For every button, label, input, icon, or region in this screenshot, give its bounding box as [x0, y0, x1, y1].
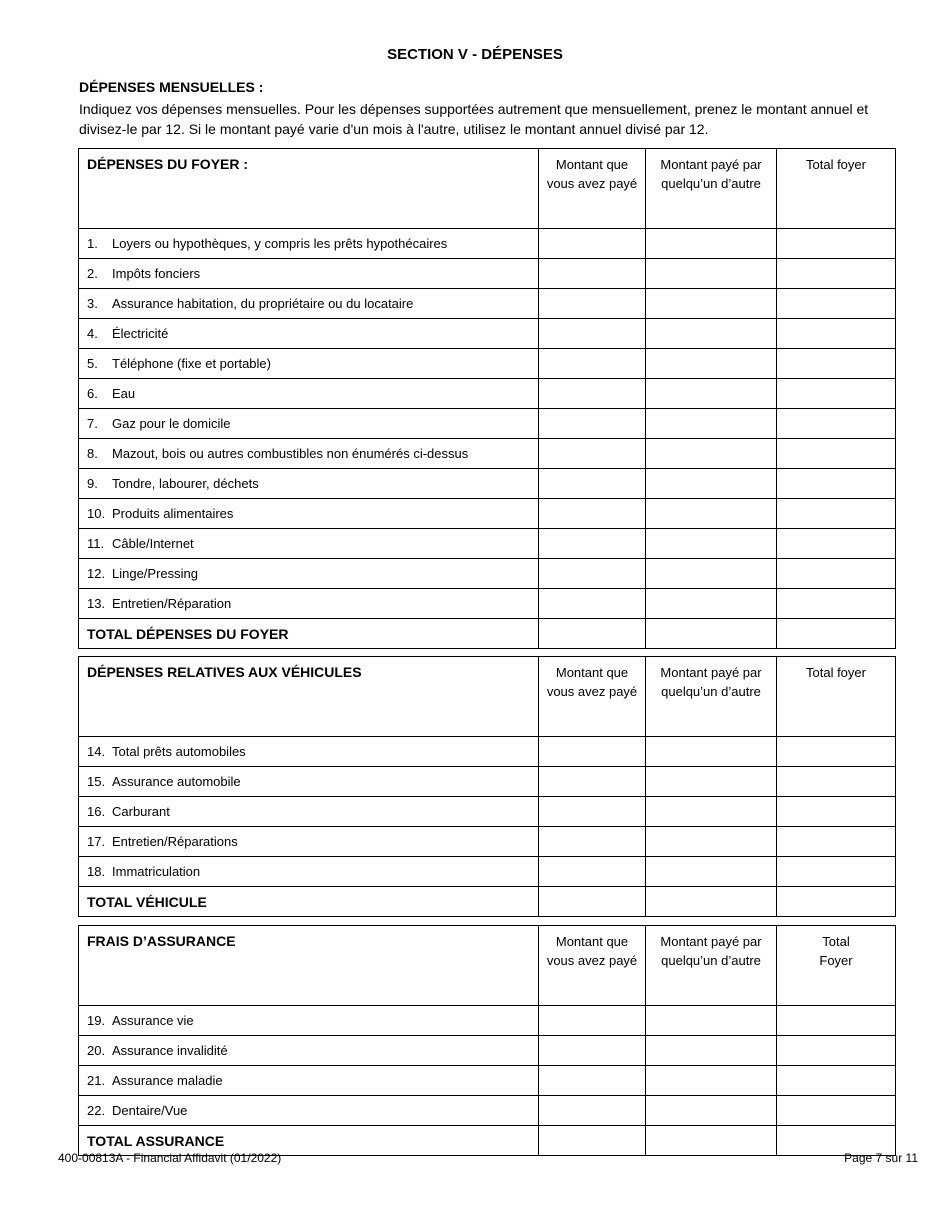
item-number: 15.	[87, 774, 106, 789]
item-label: Linge/Pressing	[112, 566, 198, 581]
vehicle-expenses-table	[78, 656, 896, 917]
household-total-field[interactable]	[777, 259, 896, 289]
item-number: 10.	[87, 506, 106, 521]
item-label: Assurance habitation, du propriétaire ou du locataire	[112, 296, 414, 311]
page-number: Page 7 sur 11	[844, 1151, 918, 1165]
amount-paid-by-other-field[interactable]	[646, 349, 777, 379]
amount-paid-by-you-field[interactable]	[539, 349, 646, 379]
item-label: Total prêts automobiles	[112, 744, 246, 759]
col-total	[777, 926, 896, 1006]
col-total-line2: Foyer	[819, 953, 853, 968]
total-paid-by-you-field[interactable]	[539, 1126, 646, 1156]
expense-label	[79, 1096, 539, 1126]
amount-paid-by-you-field[interactable]	[539, 319, 646, 349]
amount-paid-by-other-field[interactable]	[646, 439, 777, 469]
table-row	[79, 737, 896, 767]
item-label: Électricité	[112, 326, 169, 341]
item-number: 22.	[87, 1103, 106, 1118]
expense-label	[79, 1006, 539, 1036]
expense-label	[79, 737, 539, 767]
amount-paid-by-you-field[interactable]	[539, 499, 646, 529]
household-total-field[interactable]	[777, 1066, 896, 1096]
item-label: Carburant	[112, 804, 170, 819]
item-number: 12.	[87, 566, 106, 581]
item-number: 19.	[87, 1013, 106, 1028]
household-total-field[interactable]	[777, 289, 896, 319]
total-row	[79, 887, 896, 917]
amount-paid-by-you-field[interactable]	[539, 379, 646, 409]
table-row	[79, 857, 896, 887]
household-total-field[interactable]	[777, 857, 896, 887]
total-paid-by-you-field[interactable]	[539, 887, 646, 917]
grand-total-field[interactable]	[777, 619, 896, 649]
amount-paid-by-other-field[interactable]	[646, 499, 777, 529]
table-row	[79, 589, 896, 619]
item-number: 18.	[87, 864, 106, 879]
col-total: Total foyer	[777, 657, 896, 737]
col-paid-by-you: Montant que vous avez payé	[539, 149, 646, 229]
household-heading: DÉPENSES DU FOYER :	[79, 149, 539, 229]
item-label: Impôts fonciers	[112, 266, 201, 281]
table-row	[79, 439, 896, 469]
item-number: 13.	[87, 596, 106, 611]
household-total-field[interactable]	[777, 797, 896, 827]
household-total-field[interactable]	[777, 1036, 896, 1066]
item-label: Entretien/Réparations	[112, 834, 238, 849]
expense-label	[79, 767, 539, 797]
col-total: Total foyer	[777, 149, 896, 229]
expense-label	[79, 379, 539, 409]
amount-paid-by-you-field[interactable]	[539, 1096, 646, 1126]
expense-label	[79, 409, 539, 439]
item-label: Entretien/Réparation	[112, 596, 232, 611]
item-number: 5.	[87, 356, 98, 371]
item-number: 17.	[87, 834, 106, 849]
item-label: Assurance automobile	[112, 774, 241, 789]
item-number: 16.	[87, 804, 106, 819]
col-paid-by-you: Montant que vous avez payé	[539, 926, 646, 1006]
col-paid-by-other: Montant payé par quelqu’un d’autre	[646, 926, 777, 1006]
amount-paid-by-you-field[interactable]	[539, 259, 646, 289]
amount-paid-by-other-field[interactable]	[646, 857, 777, 887]
amount-paid-by-you-field[interactable]	[539, 439, 646, 469]
amount-paid-by-other-field[interactable]	[646, 767, 777, 797]
expense-label	[79, 1036, 539, 1066]
table-row	[79, 259, 896, 289]
item-number: 21.	[87, 1073, 106, 1088]
amount-paid-by-you-field[interactable]	[539, 827, 646, 857]
total-label: TOTAL ASSURANCE	[79, 1126, 539, 1156]
expense-label	[79, 559, 539, 589]
amount-paid-by-other-field[interactable]	[646, 1006, 777, 1036]
amount-paid-by-other-field[interactable]	[646, 1096, 777, 1126]
table-row	[79, 529, 896, 559]
item-label: Assurance maladie	[112, 1073, 223, 1088]
expense-label	[79, 529, 539, 559]
amount-paid-by-you-field[interactable]	[539, 1036, 646, 1066]
table-row	[79, 1066, 896, 1096]
item-number: 8.	[87, 446, 98, 461]
table-row	[79, 229, 896, 259]
amount-paid-by-you-field[interactable]	[539, 559, 646, 589]
vehicle-heading: DÉPENSES RELATIVES AUX VÉHICULES	[79, 657, 539, 737]
form-id: 400-00813A - Financial Affidavit (01/2022)	[58, 1151, 282, 1165]
amount-paid-by-other-field[interactable]	[646, 319, 777, 349]
amount-paid-by-other-field[interactable]	[646, 589, 777, 619]
item-label: Immatriculation	[112, 864, 201, 879]
amount-paid-by-other-field[interactable]	[646, 797, 777, 827]
item-label: Téléphone (fixe et portable)	[112, 356, 271, 371]
amount-paid-by-you-field[interactable]	[539, 1006, 646, 1036]
household-total-field[interactable]	[777, 439, 896, 469]
household-total-field[interactable]	[777, 767, 896, 797]
insurance-expenses-table	[78, 925, 896, 1156]
table-row	[79, 827, 896, 857]
item-number: 9.	[87, 476, 98, 491]
col-paid-by-you: Montant que vous avez payé	[539, 657, 646, 737]
table-row	[79, 797, 896, 827]
household-total-field[interactable]	[777, 349, 896, 379]
amount-paid-by-other-field[interactable]	[646, 409, 777, 439]
item-number: 1.	[87, 236, 98, 251]
expense-label	[79, 589, 539, 619]
household-total-field[interactable]	[777, 229, 896, 259]
item-number: 11.	[87, 536, 105, 551]
item-number: 4.	[87, 326, 98, 341]
table-row	[79, 289, 896, 319]
total-paid-by-you-field[interactable]	[539, 619, 646, 649]
amount-paid-by-you-field[interactable]	[539, 857, 646, 887]
amount-paid-by-you-field[interactable]	[539, 469, 646, 499]
amount-paid-by-other-field[interactable]	[646, 1066, 777, 1096]
item-label: Mazout, bois ou autres combustibles non énumérés ci-dessus	[112, 446, 469, 461]
household-total-field[interactable]	[777, 827, 896, 857]
item-number: 7.	[87, 416, 98, 431]
table-row	[79, 319, 896, 349]
table-row	[79, 559, 896, 589]
household-total-field[interactable]	[777, 379, 896, 409]
expense-label	[79, 469, 539, 499]
table-row	[79, 1006, 896, 1036]
amount-paid-by-you-field[interactable]	[539, 289, 646, 319]
table-row	[79, 409, 896, 439]
table-row	[79, 379, 896, 409]
expense-label	[79, 229, 539, 259]
col-paid-by-other: Montant payé par quelqu’un d’autre	[646, 657, 777, 737]
amount-paid-by-you-field[interactable]	[539, 737, 646, 767]
item-label: Tondre, labourer, déchets	[112, 476, 259, 491]
household-total-field[interactable]	[777, 409, 896, 439]
table-row	[79, 1096, 896, 1126]
item-label: Câble/Internet	[112, 536, 194, 551]
total-paid-by-other-field[interactable]	[646, 619, 777, 649]
household-total-field[interactable]	[777, 469, 896, 499]
grand-total-field[interactable]	[777, 887, 896, 917]
amount-paid-by-other-field[interactable]	[646, 259, 777, 289]
table-row	[79, 499, 896, 529]
amount-paid-by-other-field[interactable]	[646, 289, 777, 319]
amount-paid-by-other-field[interactable]	[646, 529, 777, 559]
item-label: Eau	[112, 386, 136, 401]
expense-label	[79, 1066, 539, 1096]
household-total-field[interactable]	[777, 559, 896, 589]
amount-paid-by-other-field[interactable]	[646, 229, 777, 259]
item-number: 14.	[87, 744, 106, 759]
amount-paid-by-you-field[interactable]	[539, 529, 646, 559]
total-row	[79, 619, 896, 649]
item-label: Assurance invalidité	[112, 1043, 228, 1058]
expense-label	[79, 797, 539, 827]
amount-paid-by-other-field[interactable]	[646, 469, 777, 499]
item-label: Assurance vie	[112, 1013, 194, 1028]
item-label: Dentaire/Vue	[112, 1103, 188, 1118]
item-label: Loyers ou hypothèques, y compris les prêts hypothécaires	[112, 236, 448, 251]
amount-paid-by-you-field[interactable]	[539, 409, 646, 439]
amount-paid-by-you-field[interactable]	[539, 797, 646, 827]
amount-paid-by-other-field[interactable]	[646, 737, 777, 767]
page-title: SECTION V - DÉPENSES	[387, 46, 563, 63]
expense-label	[79, 259, 539, 289]
amount-paid-by-other-field[interactable]	[646, 1036, 777, 1066]
expense-label	[79, 827, 539, 857]
expense-label	[79, 319, 539, 349]
household-total-field[interactable]	[777, 319, 896, 349]
total-paid-by-other-field[interactable]	[646, 887, 777, 917]
item-label: Gaz pour le domicile	[112, 416, 231, 431]
insurance-heading: FRAIS D’ASSURANCE	[79, 926, 539, 1006]
amount-paid-by-you-field[interactable]	[539, 229, 646, 259]
table-row	[79, 349, 896, 379]
expense-label	[79, 499, 539, 529]
amount-paid-by-other-field[interactable]	[646, 559, 777, 589]
total-paid-by-other-field[interactable]	[646, 1126, 777, 1156]
household-expenses-table	[78, 148, 896, 649]
amount-paid-by-you-field[interactable]	[539, 1066, 646, 1096]
amount-paid-by-other-field[interactable]	[646, 827, 777, 857]
total-label: TOTAL VÉHICULE	[79, 887, 539, 917]
table-row	[79, 469, 896, 499]
amount-paid-by-other-field[interactable]	[646, 379, 777, 409]
expense-label	[79, 349, 539, 379]
item-number: 2.	[87, 266, 98, 281]
household-total-field[interactable]	[777, 529, 896, 559]
table-row	[79, 1036, 896, 1066]
item-number: 3.	[87, 296, 98, 311]
expense-label	[79, 857, 539, 887]
col-paid-by-other: Montant payé par quelqu’un d’autre	[646, 149, 777, 229]
expense-label	[79, 439, 539, 469]
household-total-field[interactable]	[777, 499, 896, 529]
item-number: 20.	[87, 1043, 106, 1058]
item-number: 6.	[87, 386, 98, 401]
total-label: TOTAL DÉPENSES DU FOYER	[79, 619, 539, 649]
household-total-field[interactable]	[777, 589, 896, 619]
item-label: Produits alimentaires	[112, 506, 234, 521]
household-total-field[interactable]	[777, 1006, 896, 1036]
amount-paid-by-you-field[interactable]	[539, 589, 646, 619]
table-row	[79, 767, 896, 797]
col-total-line1: Total	[822, 934, 850, 949]
household-total-field[interactable]	[777, 1096, 896, 1126]
household-total-field[interactable]	[777, 737, 896, 767]
expense-label	[79, 289, 539, 319]
amount-paid-by-you-field[interactable]	[539, 767, 646, 797]
instructions: Indiquez vos dépenses mensuelles. Pour les dépenses supportées autrement que mensuellement, prenez le montant annuel et divisez-le par 12. Si le montant payé varie d'un mois à l'autre, utilisez le montant annuel divisé par 12.	[79, 101, 869, 137]
subheading: DÉPENSES MENSUELLES :	[79, 79, 264, 95]
